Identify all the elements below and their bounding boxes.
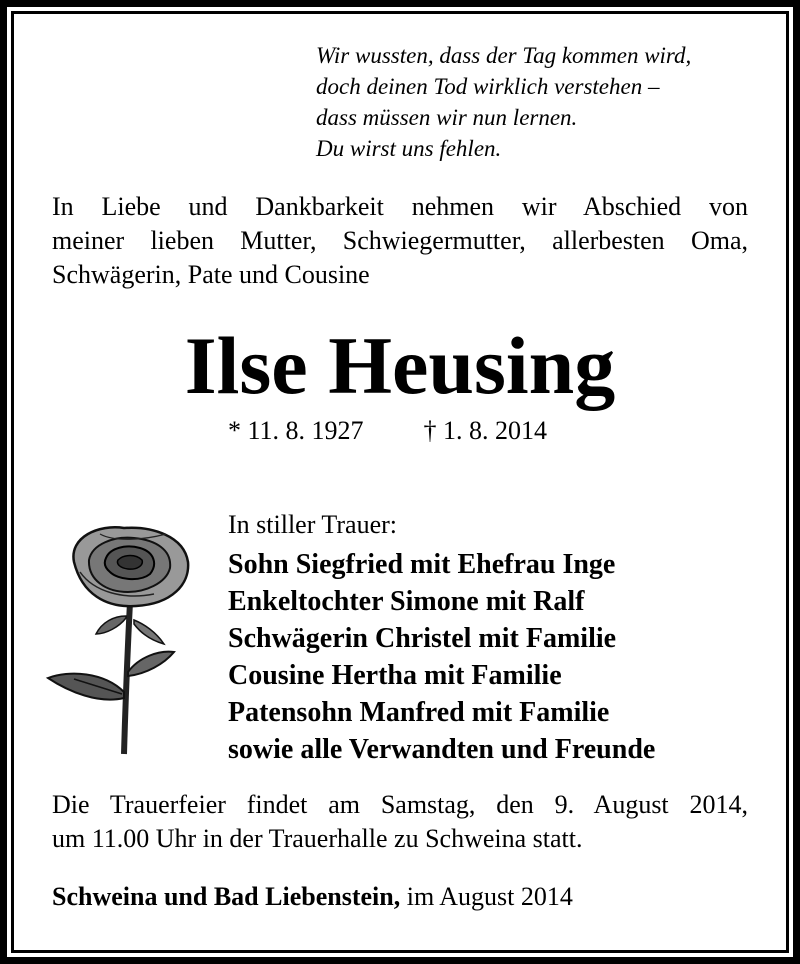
funeral-line: Die Trauerfeier findet am Samstag, den 9. August 2014, (52, 790, 748, 819)
mourner-line: sowie alle Verwandten und Freunde (228, 734, 656, 765)
mourner-line: Enkeltochter Simone mit Ralf (228, 586, 585, 617)
mourner-line: Patensohn Manfred mit Familie (228, 697, 610, 728)
poem-line: Du wirst uns fehlen. (316, 136, 502, 161)
life-dates (228, 414, 547, 448)
place-location: Schweina und Bad Liebenstein, (52, 882, 401, 911)
intro-line: meiner lieben Mutter, Schwiegermutter, allerbesten Oma, (52, 226, 748, 255)
place-date (52, 880, 573, 914)
birth-date: * 11. 8. 1927 (228, 416, 364, 445)
poem-line: dass müssen wir nun lernen. (316, 105, 578, 130)
mourner-line: Schwägerin Christel mit Familie (228, 623, 617, 654)
intro-line: Schwägerin, Pate und Cousine (52, 260, 370, 289)
mourning-label: In stiller Trauer: (228, 510, 397, 539)
place-month: im August 2014 (406, 882, 573, 911)
poem-line: Wir wussten, dass der Tag kommen wird, (316, 43, 692, 68)
intro-text (52, 190, 748, 292)
poem-line: doch deinen Tod wirklich verstehen – (316, 74, 660, 99)
death-date: † 1. 8. 2014 (423, 416, 548, 445)
mourners-list (228, 546, 655, 768)
deceased-name: Ilse Heusing (184, 320, 616, 411)
poem (316, 40, 776, 164)
mourner-line: Cousine Hertha mit Familie (228, 660, 562, 691)
rose-icon (44, 522, 194, 758)
funeral-info (52, 788, 748, 856)
intro-line: In Liebe und Dankbarkeit nehmen wir Abschied von (52, 192, 748, 221)
mourner-line: Sohn Siegfried mit Ehefrau Inge (228, 549, 616, 580)
funeral-line: um 11.00 Uhr in der Trauerhalle zu Schweina statt. (52, 824, 583, 853)
